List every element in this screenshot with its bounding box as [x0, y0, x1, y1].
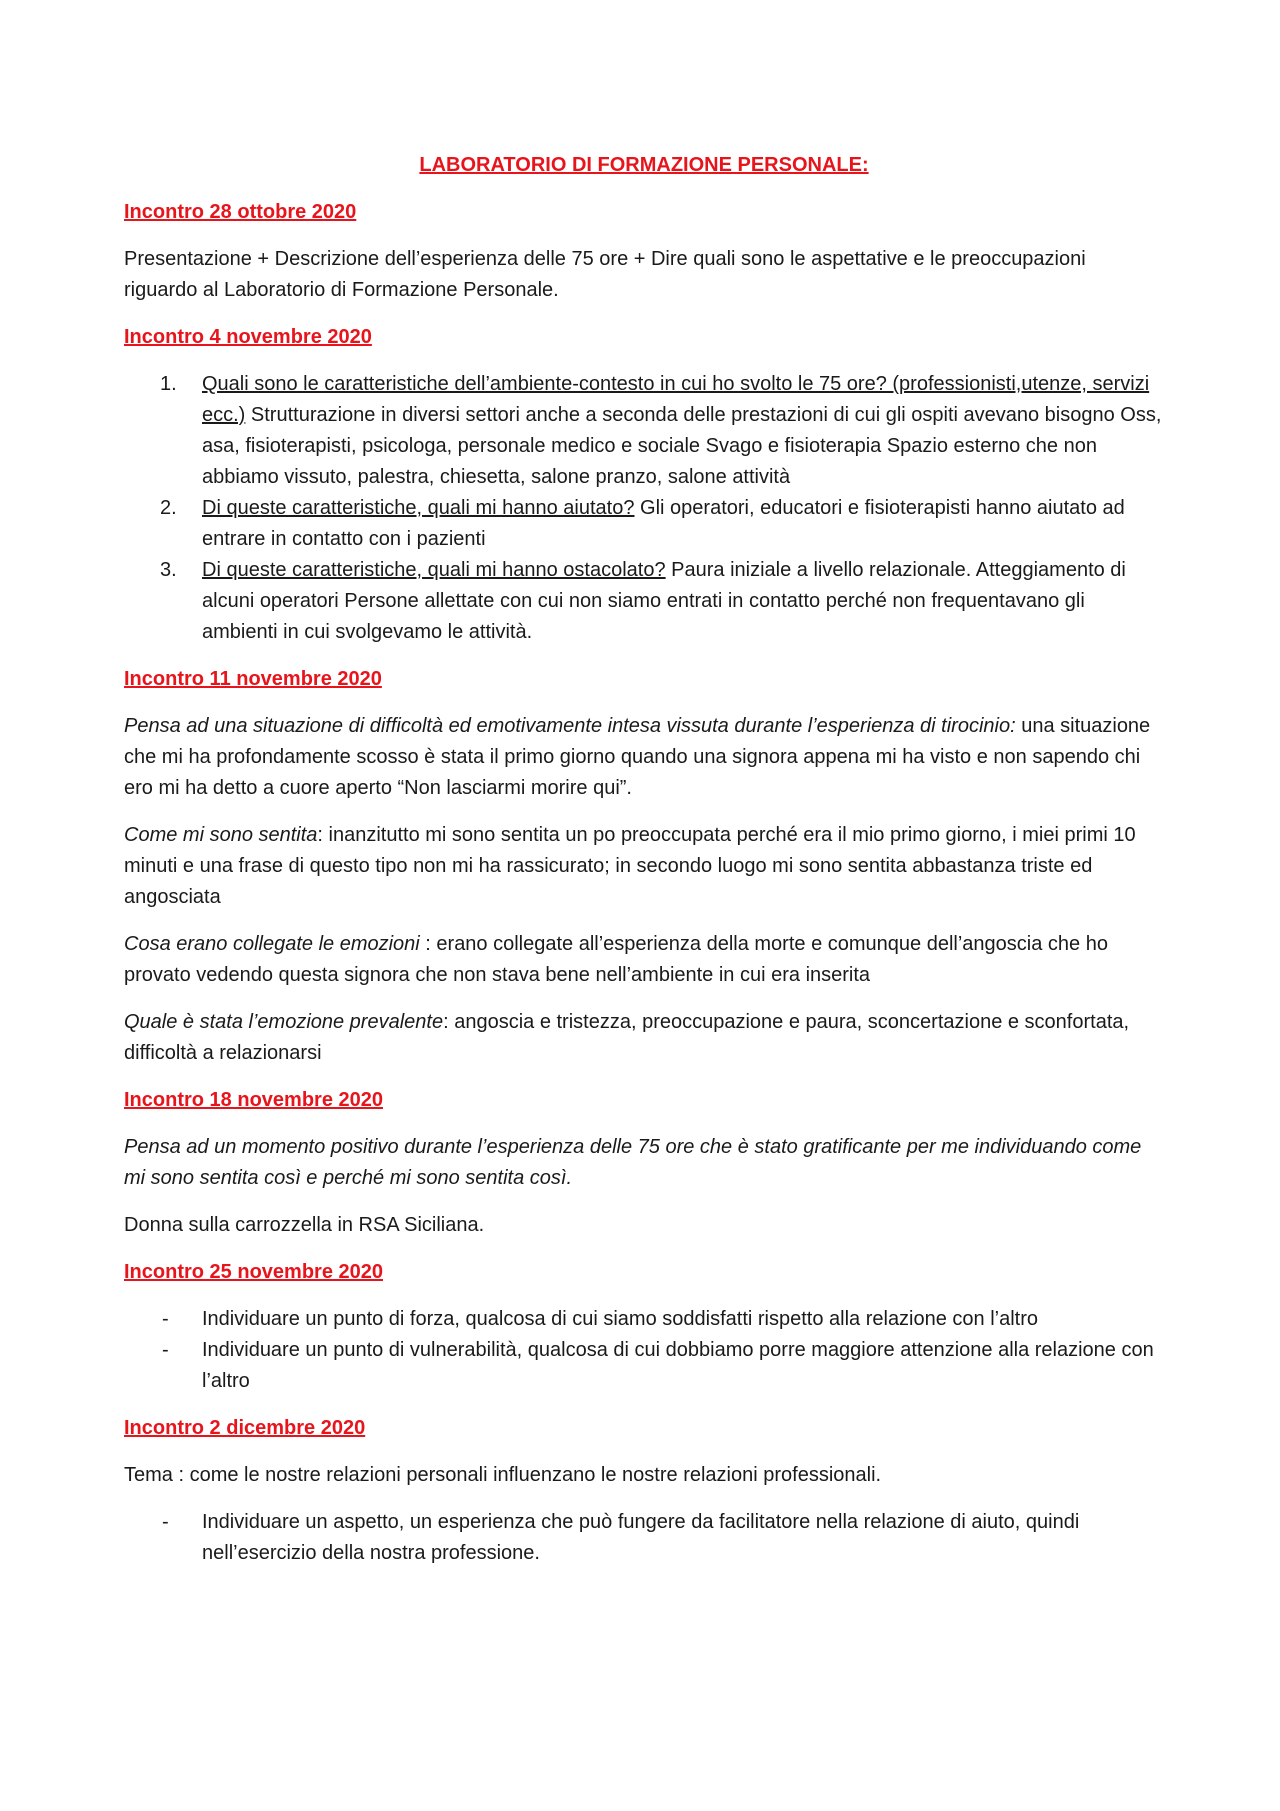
paragraph-text: una situazione che mi ha profondamente scosso è stata il primo giorno quando una signora appena mi ha visto e non sapendo chi ero mi ha detto a cuore aperto “Non lasciarmi morire qui”. [124, 715, 1151, 799]
list-answer: Strutturazione in diversi settori anche a seconda delle prestazioni di cui gli ospiti avevano bisogno Oss, asa, fisioterapisti, psicologa, personale medico e sociale Svago e fisioterapia Spazio esterno che non abbiamo vissuto, palestra, chiesetta, salone pranzo, salone attività [202, 404, 1162, 488]
paragraph-text: : angoscia e tristezza, preoccupazione e paura, sconcertazione e sconfortata, difficoltà a relazionarsi [124, 1011, 1130, 1064]
section-paragraph: Tema : come le nostre relazioni personali influenzano le nostre relazioni professionali. [124, 1464, 882, 1486]
section-heading-11-novembre: Incontro 11 novembre 2020 [124, 668, 382, 690]
paragraph-lead: Quale è stata l’emozione prevalente [124, 1011, 444, 1033]
dash-list [124, 1507, 1164, 1569]
list-number: 1. [160, 373, 177, 395]
list-answer: Paura iniziale a livello relazionale. Atteggiamento di alcuni operatori Persone allettate con cui non siamo entrati in contatto perché non frequentavano gli ambienti in cui svolgevamo le attività. [202, 559, 1126, 643]
section-heading-2-dicembre: Incontro 2 dicembre 2020 [124, 1417, 366, 1439]
list-item [124, 369, 1164, 493]
paragraph-text: : erano collegate all’esperienza della morte e comunque dell’angoscia che ho provato vedendo questa signora che non stava bene nell’ambiente in cui era inserita [124, 933, 1108, 986]
dash-bullet: - [162, 1339, 169, 1361]
section-paragraph [124, 820, 1164, 913]
paragraph-lead: Come mi sono sentita [124, 824, 318, 846]
document-page [124, 150, 1164, 1585]
section-paragraph [124, 929, 1164, 991]
list-number: 2. [160, 497, 177, 519]
list-item [124, 1507, 1164, 1569]
section-paragraph: Presentazione + Descrizione dell’esperienza delle 75 ore + Dire quali sono le aspettative e le preoccupazioni riguardo al Laboratorio di Formazione Personale. [124, 248, 1086, 301]
section-italic-paragraph [124, 1132, 1164, 1194]
list-text: Individuare un aspetto, un esperienza che può fungere da facilitatore nella relazione di aiuto, quindi nell’esercizio della nostra professione. [202, 1511, 1080, 1564]
list-item [124, 555, 1164, 648]
section-heading-18-novembre: Incontro 18 novembre 2020 [124, 1089, 383, 1111]
list-answer: Gli operatori, educatori e fisioterapisti hanno aiutato ad entrare in contatto con i pazienti [202, 497, 1125, 550]
dash-bullet: - [162, 1511, 169, 1533]
section-paragraph: Donna sulla carrozzella in RSA Siciliana. [124, 1214, 485, 1236]
section-heading-25-novembre: Incontro 25 novembre 2020 [124, 1261, 383, 1283]
list-question: Di queste caratteristiche, quali mi hanno ostacolato? [202, 559, 666, 581]
numbered-list [124, 369, 1164, 648]
list-text: Individuare un punto di vulnerabilità, qualcosa di cui dobbiamo porre maggiore attenzione alla relazione con l’altro [202, 1339, 1154, 1392]
paragraph-text: : inanzitutto mi sono sentita un po preoccupata perché era il mio primo giorno, i miei primi 10 minuti e una frase di questo tipo non mi ha rassicurato; in secondo luogo mi sono sentita abbastanza triste ed angosciata [124, 824, 1136, 908]
list-item [124, 493, 1164, 555]
section-paragraph [124, 711, 1164, 804]
paragraph-lead: Cosa erano collegate le emozioni [124, 933, 420, 955]
dash-bullet: - [162, 1308, 169, 1330]
paragraph-lead: Pensa ad una situazione di difficoltà ed emotivamente intesa vissuta durante l’esperienza di tirocinio: [124, 715, 1016, 737]
list-question: Quali sono le caratteristiche dell’ambiente-contesto in cui ho svolto le 75 ore? (professionisti,utenze, servizi ecc.) [202, 373, 1150, 426]
list-item [124, 1335, 1164, 1397]
list-question: Di queste caratteristiche, quali mi hanno aiutato? [202, 497, 635, 519]
section-paragraph [124, 1007, 1164, 1069]
list-number: 3. [160, 559, 177, 581]
dash-list [124, 1304, 1164, 1397]
italic-text: Pensa ad un momento positivo durante l’esperienza delle 75 ore che è stato gratificante per me individuando come mi sono sentita così e perché mi sono sentita così. [124, 1136, 1142, 1189]
section-heading-4-novembre: Incontro 4 novembre 2020 [124, 326, 372, 348]
list-text: Individuare un punto di forza, qualcosa di cui siamo soddisfatti rispetto alla relazione con l’altro [202, 1308, 1039, 1330]
section-heading-28-ottobre: Incontro 28 ottobre 2020 [124, 201, 357, 223]
document-title: LABORATORIO DI FORMAZIONE PERSONALE: [419, 154, 869, 176]
list-item [124, 1304, 1164, 1335]
